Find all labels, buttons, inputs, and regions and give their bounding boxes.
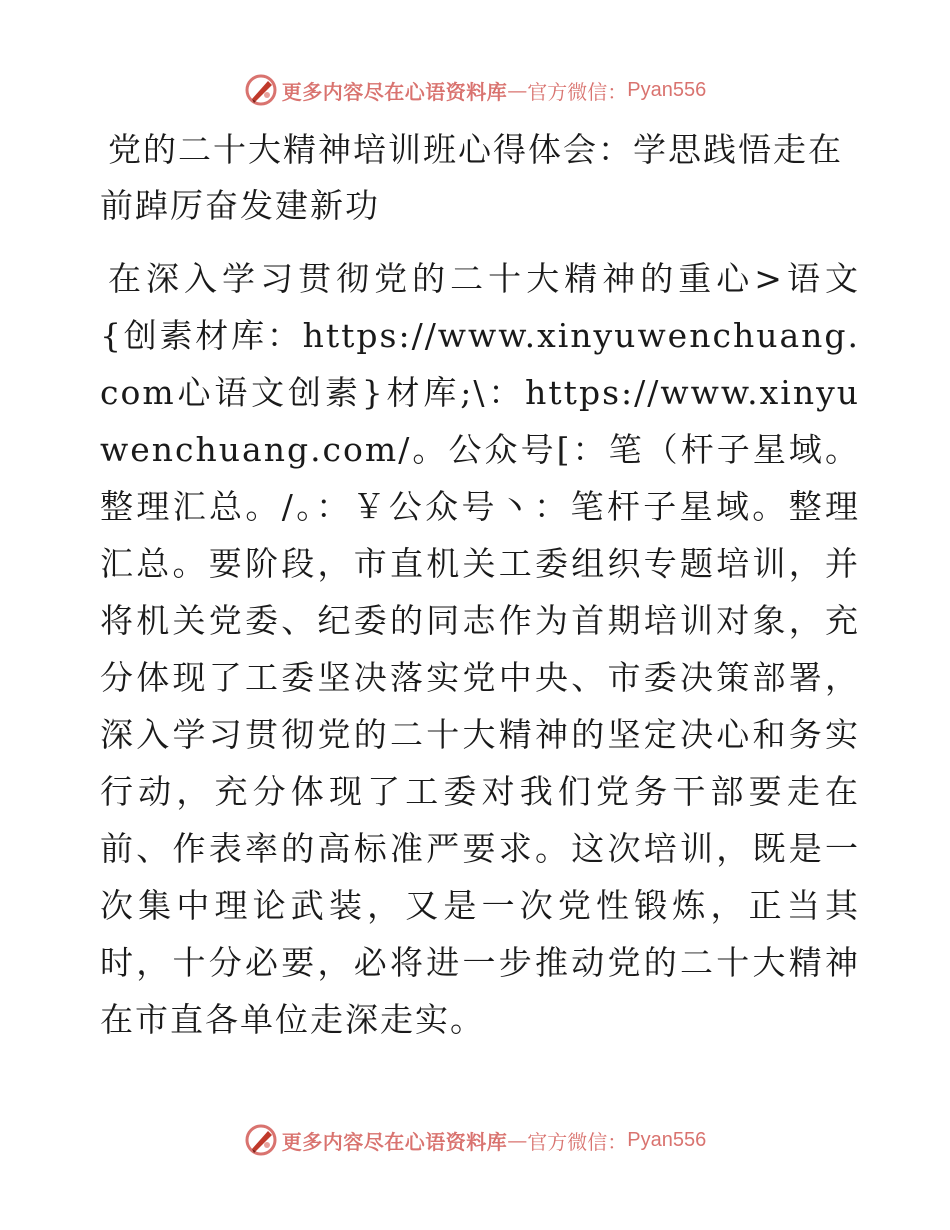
watermark-main-text: 更多内容尽在心语资料库 [281,79,508,104]
header-watermark [0,70,950,110]
watermark-wechat-id: Pyan556 [627,78,707,101]
pen-seal-icon [244,1123,278,1157]
document-body [100,122,860,1048]
document-title: 党的二十大精神培训班心得体会：学思践悟走在前踔厉奋发建新功 [100,130,843,225]
watermark-wechat-label: 官方微信： [527,79,628,104]
document-paragraph: 在深入学习贯彻党的二十大精神的重心>语文{创素材库：https://www.xinyuwenchuang.com心语文创素}材库;\：https://www.xinyuwenchuang.com/。公众号[：笔（杆子星域。整理汇总。/。：￥公众号丶：笔杆子星域。整理汇总。要阶段，市直机关工委组织专题培训，并将机关党委、纪委的同志作为首期培训对象，充分体现了工委坚决落实党中央、市委决策部署，深入学习贯彻党的二十大精神的坚定决心和务实行动，充分体现了工委对我们党务干部要走在前、作表率的高标准严要求。这次培训，既是一次集中理论武装，又是一次党性锻炼，正当其时，十分必要，必将进一步推动党的二十大精神在市直各单位走深走实。 [100,259,860,1039]
footer-watermark [0,1120,950,1160]
watermark-separator: — [507,1128,528,1152]
watermark-main-text: 更多内容尽在心语资料库 [281,1129,508,1154]
pen-seal-icon [244,73,278,107]
watermark-wechat-label: 官方微信： [527,1129,628,1154]
watermark-wechat-id: Pyan556 [627,1128,707,1151]
watermark-separator: — [507,78,528,102]
